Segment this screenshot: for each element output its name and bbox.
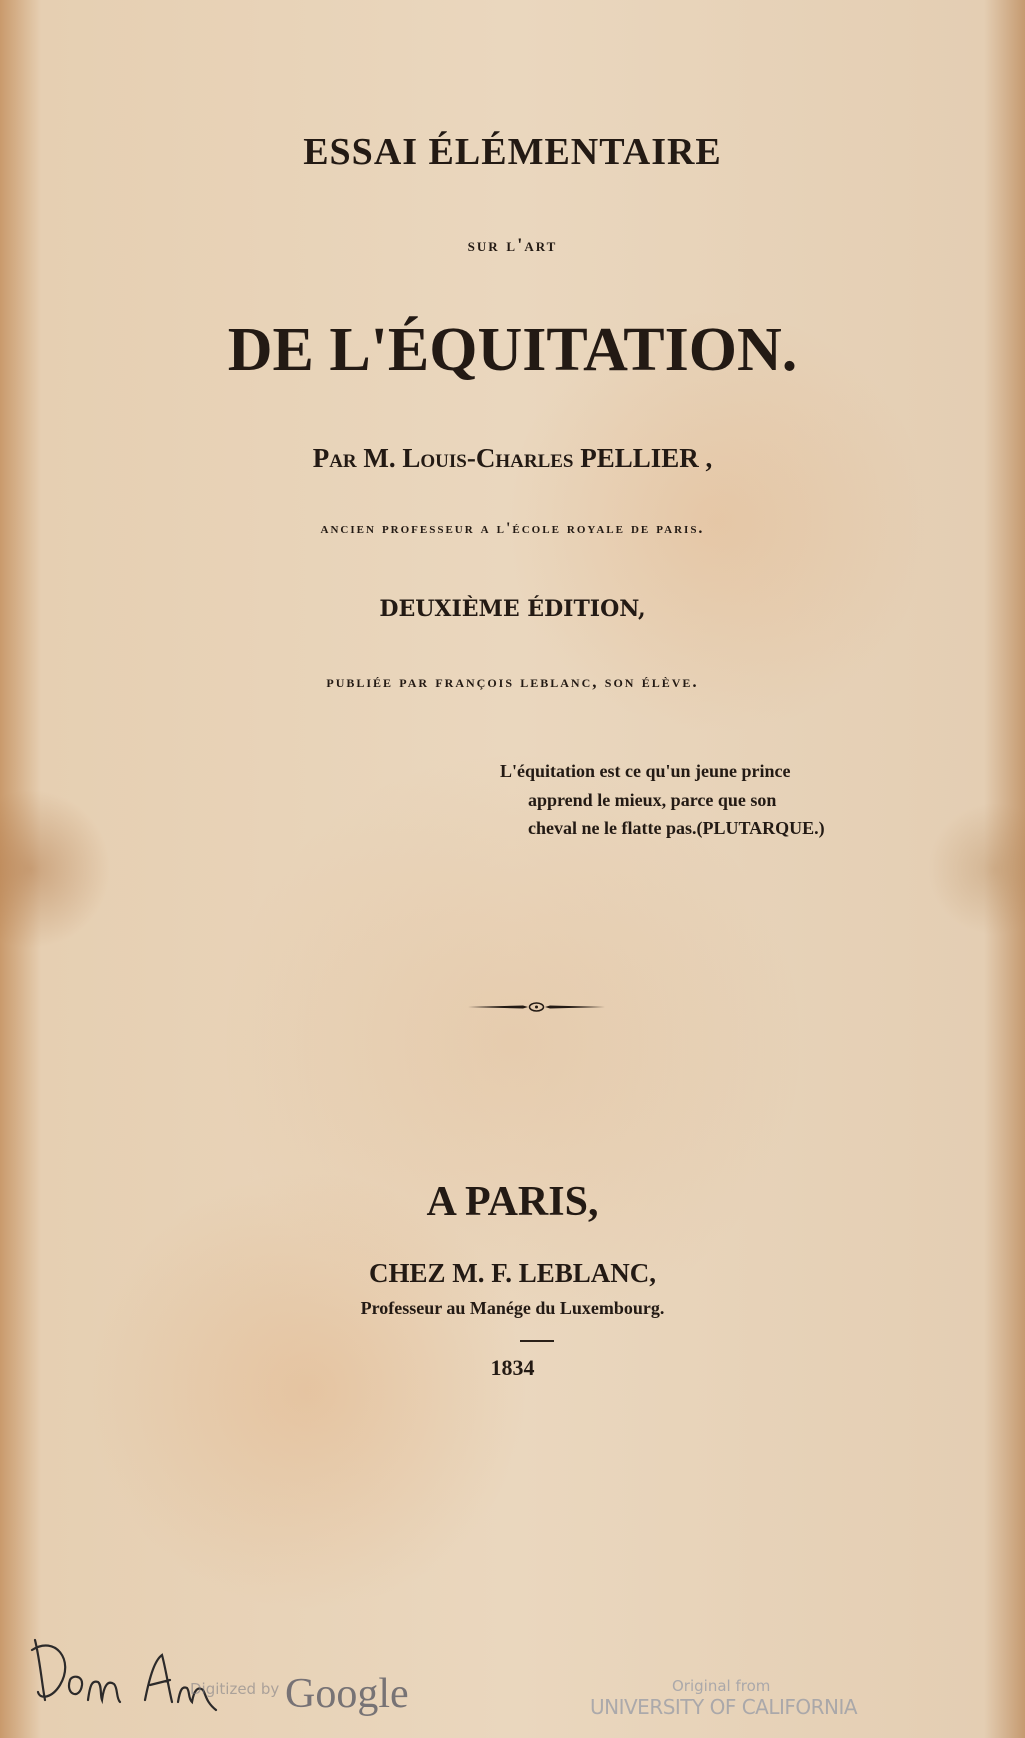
epigraph-line: cheval ne le flatte pas.(PLUTARQUE.) xyxy=(528,818,825,838)
watermark-institution: UNIVERSITY OF CALIFORNIA xyxy=(590,1695,858,1719)
watermark-digitized-by: Digitized by xyxy=(190,1680,280,1698)
divider-rule xyxy=(520,1340,554,1342)
epigraph-line: apprend le mieux, parce que son xyxy=(528,789,777,810)
watermark-google-logo: Google xyxy=(285,1671,409,1717)
title-line-1: ESSAI ÉLÉMENTAIRE xyxy=(303,131,722,173)
title-line-2: sur l'art xyxy=(467,235,558,256)
printer: CHEZ M. F. LEBLANC, xyxy=(368,1258,657,1288)
title-main: DE L'ÉQUITATION. xyxy=(227,316,798,384)
epigraph-line: L'équitation est ce qu'un jeune prince xyxy=(500,761,791,781)
handwritten-signature xyxy=(20,1630,260,1720)
epigraph xyxy=(500,757,855,843)
publisher-note: publiée par françois leblanc, son élève. xyxy=(326,672,699,691)
printer-role: Professeur au Manége du Luxembourg. xyxy=(360,1298,665,1318)
ornament-divider xyxy=(468,1002,605,1012)
watermark-original-from: Original from xyxy=(672,1677,771,1695)
year: 1834 xyxy=(490,1355,535,1380)
edition: DEUXIÈME ÉDITION, xyxy=(379,596,646,622)
author-role: ancien professeur a l'école royale de paris. xyxy=(320,520,705,537)
author: Par M. Louis-Charles PELLIER , xyxy=(312,443,713,473)
place: A PARIS, xyxy=(426,1179,599,1225)
